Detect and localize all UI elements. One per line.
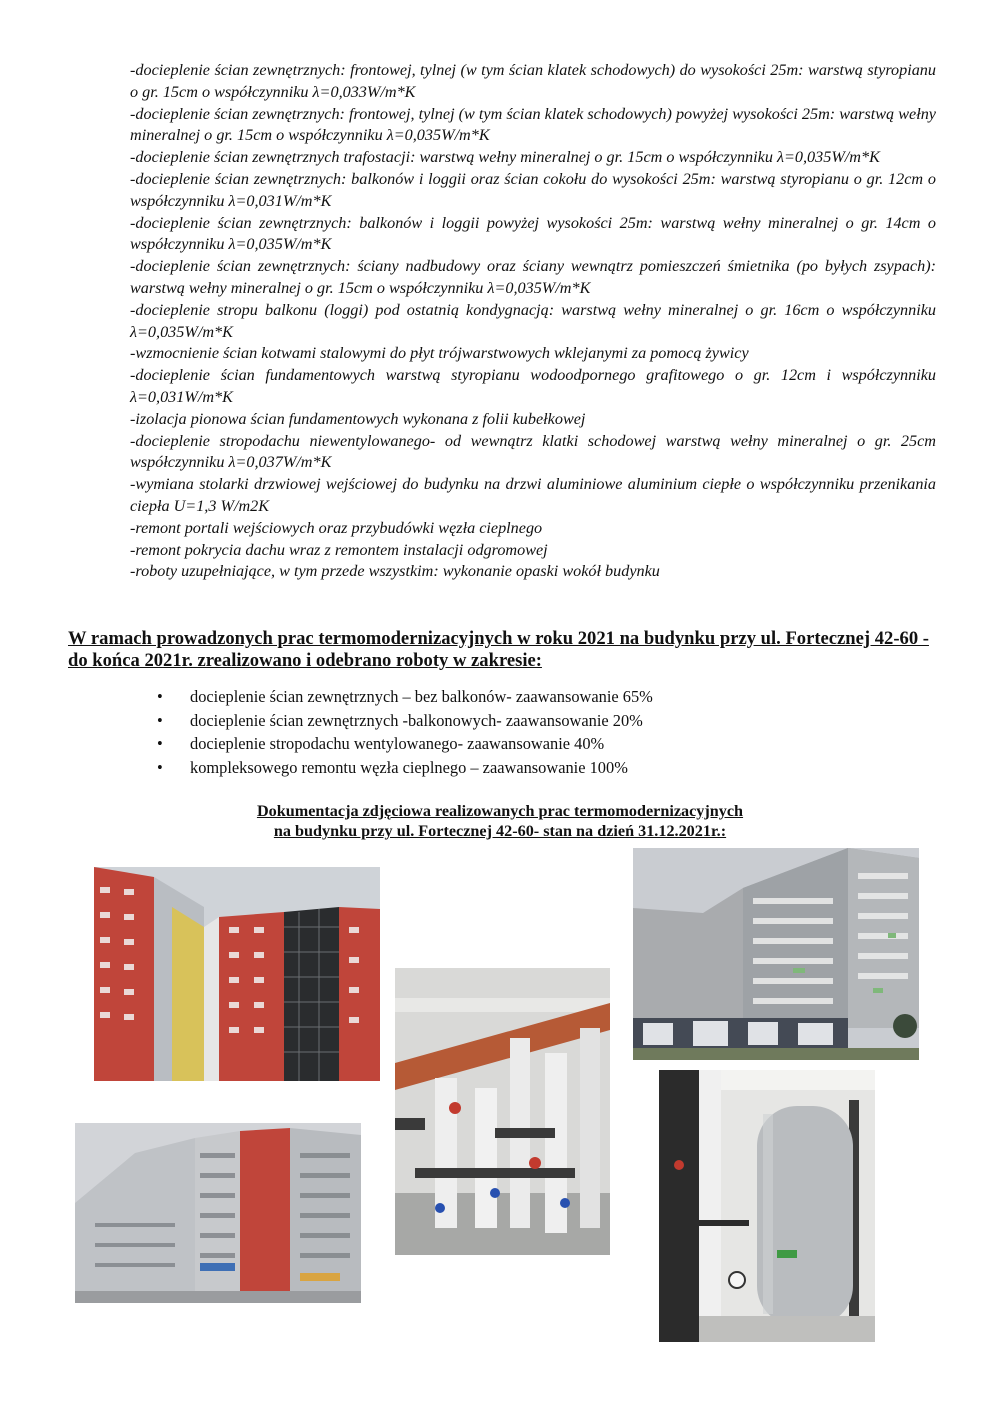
works-item: -remont pokrycia dachu wraz z remontem instalacji odgromowej	[130, 540, 548, 559]
works-item: -docieplenie ścian zewnętrznych: frontowej, tylnej (w tym ścian klatek schodowych) do wysokości 25m: warstwą styropianu o gr. 15cm o współczynniku λ=0,033W/m*K	[130, 61, 936, 101]
bullet-icon: •	[157, 734, 163, 754]
progress-item-text: docieplenie stropodachu wentylowanego- zaawansowanie 40%	[190, 734, 605, 754]
works-list	[130, 60, 936, 583]
photo-building-facade-scaffold	[94, 867, 380, 1081]
bullet-icon: •	[157, 687, 163, 706]
section-heading: W ramach prowadzonych prac termomodernizacyjnych w roku 2021 na budynku przy ul. Fortecznej 42-60 - do końca 2021r. zrealizowano i odebrano roboty w zakresie:	[68, 628, 929, 671]
works-item: -izolacja pionowa ścian fundamentowych wykonana z folii kubełkowej	[130, 409, 586, 428]
works-item: -docieplenie stropodachu niewentylowanego- od wewnątrz klatki schodowej warstwą wełny mineralnej o gr. 25cm współczynniku λ=0,037W/m*K	[130, 431, 936, 472]
works-item: -wzmocnienie ścian kotwami stalowymi do płyt trójwarstwowych wklejanymi za pomocą żywicy	[130, 344, 749, 363]
works-item: -docieplenie ścian zewnętrznych: ściany nadbudowy oraz ściany wewnątrz pomieszczeń śmietnika (po byłych zsypach): warstwą wełny mineralnej o gr. 15cm o współczynniku λ=0,035W/m*K	[130, 257, 936, 297]
works-item: -docieplenie ścian zewnętrznych: frontowej, tylnej (w tym ścian klatek schodowych) powyżej wysokości 25m: warstwą wełny mineralnej o gr. 15cm o współczynniku λ=0,035W/m*K	[130, 104, 936, 145]
photo-documentation-title	[150, 801, 850, 841]
works-item: -wymiana stolarki drzwiowej wejściowej do budynku na drzwi aluminiowe aluminium ciepłe o współczynniku przenikania ciepła U=1,3 W/m2K	[130, 475, 936, 515]
progress-item	[150, 756, 850, 780]
progress-item-text: docieplenie ścian zewnętrznych – bez balkonów- zaawansowanie 65%	[190, 687, 653, 706]
photo-expansion-tank	[659, 1070, 875, 1342]
progress-item	[150, 709, 850, 733]
progress-item	[150, 732, 850, 756]
works-item: -docieplenie stropu balkonu (loggi) pod ostatnią kondygnacją: warstwą wełny mineralnej o gr. 16cm o współczynniku λ=0,035W/m*K	[130, 300, 936, 341]
progress-item	[150, 685, 850, 709]
progress-item-text: kompleksowego remontu węzła cieplnego – zaawansowanie 100%	[190, 757, 628, 777]
photo-building-balconies	[633, 848, 919, 1060]
works-item: -remont portali wejściowych oraz przybudówki węzła cieplnego	[130, 518, 543, 537]
works-item: -roboty uzupełniające, w tym przede wszystkim: wykonanie opaski wokół budynku	[130, 562, 660, 581]
works-item: -docieplenie ścian zewnętrznych: balkonów i loggii powyżej wysokości 25m: warstwą wełny mineralnej o gr. 14cm o współczynniku λ=0,035W/m*K	[130, 213, 936, 254]
works-item: -docieplenie ścian zewnętrznych trafostacji: warstwą wełny mineralnej o gr. 15cm o współczynniku λ=0,035W/m*K	[130, 148, 880, 167]
photo-heating-substation	[395, 968, 610, 1255]
progress-item-text: docieplenie ścian zewnętrznych -balkonowych- zaawansowanie 20%	[190, 710, 643, 730]
bullet-icon: •	[157, 710, 163, 730]
photo-documentation-title-line2: na budynku przy ul. Fortecznej 42-60- stan na dzień 31.12.2021r.:	[273, 822, 727, 840]
works-item: -docieplenie ścian fundamentowych warstwą styropianu wodoodpornego grafitowego o gr. 12cm i współczynniku λ=0,031W/m*K	[130, 366, 936, 406]
works-item: -docieplenie ścian zewnętrznych: balkonów i loggii oraz ścian cokołu do wysokości 25m: warstwą styropianu o gr. 12cm o współczynniku λ=0,031W/m*K	[130, 169, 936, 210]
bullet-icon: •	[157, 757, 163, 777]
photo-high-rise-block	[75, 1123, 361, 1303]
progress-list	[150, 685, 850, 779]
photo-documentation-title-line1: Dokumentacja zdjęciowa realizowanych prac termomodernizacyjnych	[256, 802, 744, 820]
